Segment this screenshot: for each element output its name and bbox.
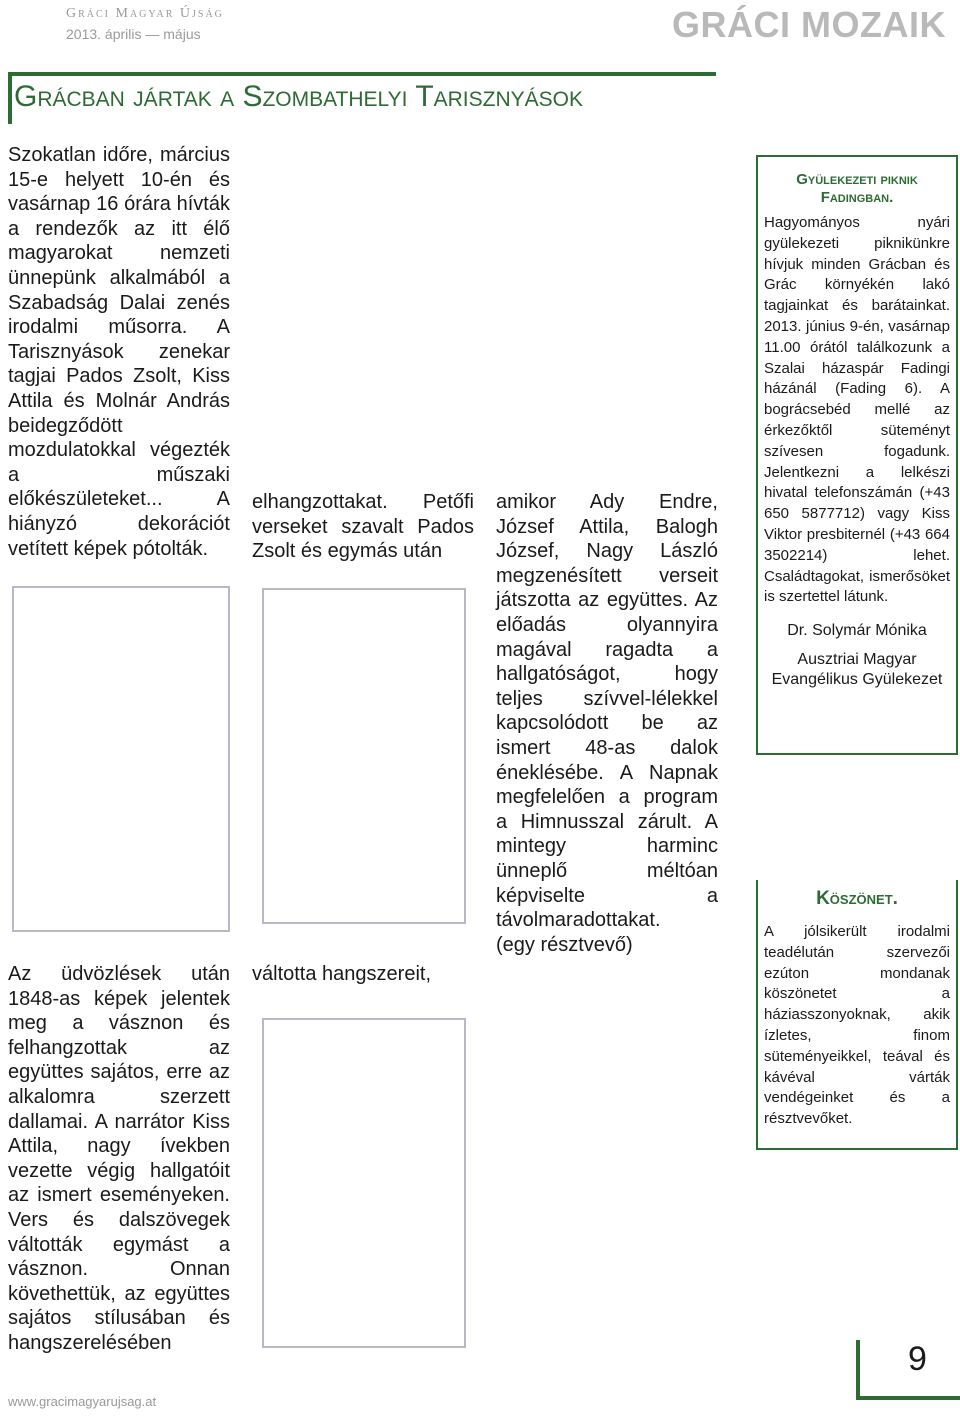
article-column-2-bottom — [252, 962, 474, 987]
photo-placeholder-middle-1 — [262, 588, 466, 924]
thanks-heading: Köszönet. — [816, 888, 898, 909]
page-number-bar — [856, 1340, 860, 1400]
page-number: 9 — [908, 1340, 927, 1378]
paragraph: Szokatlan időre, március 15-e helyett 10-én és vasárnap 16 órára hívták a rendezők az itt élő magyarokat nemzeti ünnepünk alkalmából a Szabadság Dalai zenés irodalmi műsorra. A Tarisznyások zenekar tagjai Pados Zsolt, Kiss Attila és Molnár András beidegződött mozdulatokkal végezték a műszaki előkészületeket... A hiányzó dekorációt vetített képek pótolták. — [8, 144, 230, 560]
footer-url: www.gracimagyarujsag.at — [8, 1394, 157, 1409]
section-title: GRÁCI MOZAIK — [672, 4, 946, 45]
paragraph: váltotta hangszereit, — [252, 963, 431, 985]
author-signature: (egy résztvevő) — [496, 933, 633, 956]
photo-placeholder-middle-2 — [262, 1018, 466, 1348]
issue-date: 2013. április — május — [66, 26, 201, 42]
paragraph: Az üdvözlések után 1848-as képek jelentek meg a vásznon és felhangzottak az együttes sajátos, erre az alkalomra szerzett dallamai. A narrátor Kiss Attila, nagy ívekben vezette végig hallgatóit az ismert eseményeken. Vers és dalszövegek váltották egymást a vásznon. Onnan követhettük, az együttes sajátos stílusában és hangszerelésében — [8, 963, 230, 1354]
piknik-box — [756, 155, 958, 755]
article-column-1-bottom — [8, 962, 230, 1356]
thanks-text: A jólsikerült irodalmi teadélután szervezői ezúton mondanak köszönetet a háziasszonyoknak, akik ízletes, finom süteményeikkel, teával és kávéval várták vendégeinket és a résztvevőket. — [764, 923, 950, 1128]
newspaper-brand: Gráci Magyar Újság — [66, 6, 224, 21]
article-title: Grácban jártak a Szombathelyi Tarisznyások — [14, 80, 584, 113]
piknik-heading: Gyülekezeti piknik Fadingban. — [796, 171, 918, 206]
article-column-1-top — [8, 143, 230, 561]
article-column-2-top — [252, 490, 474, 564]
piknik-org: Ausztriai Magyar Evangélikus Gyülekezet — [771, 651, 943, 689]
piknik-author: Dr. Solymár Mónika — [787, 622, 927, 640]
piknik-text: Hagyományos nyári gyülekezeti piknikünkre hívjuk minden Grácban és Grác környékén lakó tagjainkat és barátainkat. 2013. június 9-én, vasárnap 11.00 órától találkozunk a Szalai házaspár Fadingi házánál (Fading 6). A bográcsebéd mellé az érkezőktől süteményt szívesen fogadunk. Jelentkezni a lelkészi hivatal telefonszámán (+43 650 5877712) vagy Kiss Viktor presbiternél (+43 664 3502214) lehet. Családtagokat, ismerősöket is szertettel látunk. — [764, 214, 950, 606]
thanks-box — [756, 880, 958, 1150]
paragraph: elhangzottakat. Petőfi verseket szavalt Pados Zsolt és egymás után — [252, 491, 474, 563]
paragraph: amikor Ady Endre, József Attila, Balogh József, Nagy László megzenésített verseit játszotta az együttes. Az előadás olyannyira magával ragadta a hallgatóságot, hogy teljes szívvel-lélekkel kapcsolódott be az ismert 48-as dalok éneklésébe. A Napnak megfelelően a program a Himnusszal zárult. A mintegy harminc ünneplő méltóan képviselte a távolmaradottakat. — [496, 491, 718, 932]
page-number-underline — [856, 1396, 960, 1400]
photo-placeholder-left — [12, 586, 230, 932]
article-column-3 — [496, 490, 718, 957]
